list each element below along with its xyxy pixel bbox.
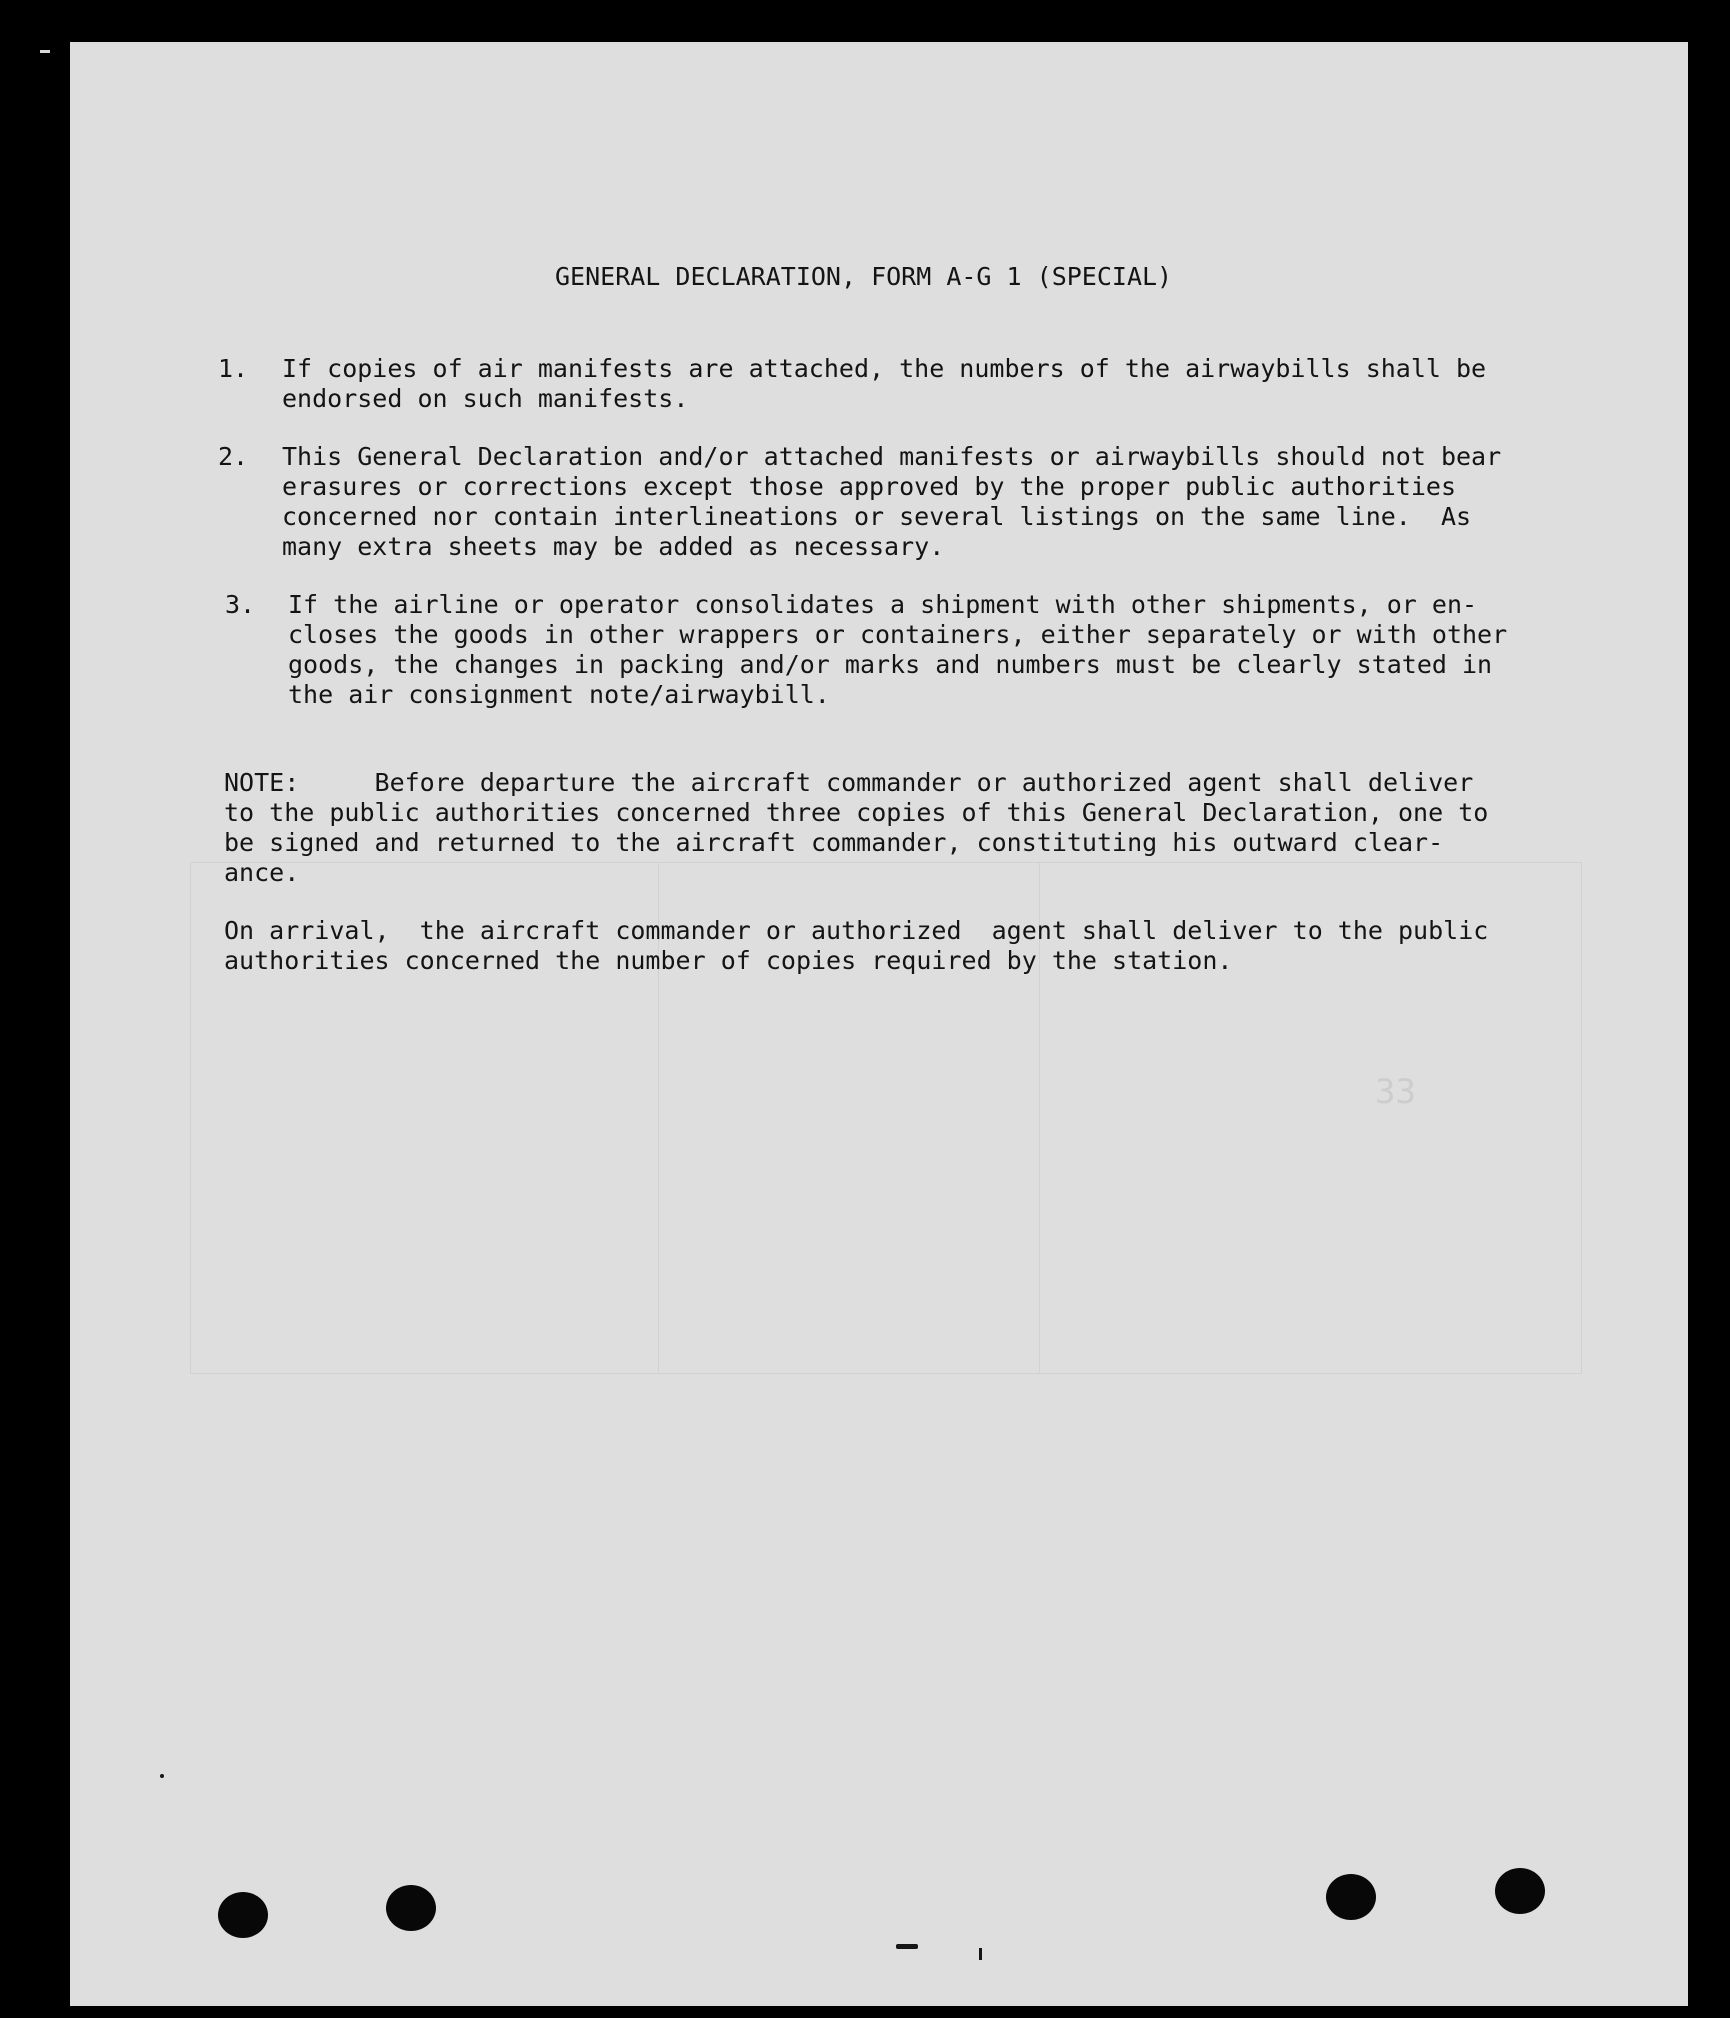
scan-mark [896, 1944, 918, 1949]
page-title: GENERAL DECLARATION, FORM A-G 1 (SPECIAL) [555, 262, 1173, 291]
note-line: ance. [224, 858, 300, 887]
arrival-line: authorities concerned the number of copies required by the station. [224, 946, 1233, 975]
arrival-line: On arrival, the aircraft commander or authorized agent shall deliver to the public [224, 916, 1489, 945]
item-line: concerned nor contain interlineations or several listings on the same line. As [282, 502, 1472, 531]
item-line: If the airline or operator consolidates a shipment with other shipments, or en- [288, 590, 1478, 619]
scan-mark [979, 1948, 982, 1960]
scan-edge-mark [40, 50, 50, 53]
item-line: If copies of air manifests are attached, the numbers of the airwaybills shall be [282, 354, 1487, 383]
item-line: many extra sheets may be added as necessary. [282, 532, 945, 561]
item-number: 3. [225, 590, 256, 619]
punch-hole [1495, 1868, 1545, 1914]
note-line: NOTE: Before departure the aircraft commander or authorized agent shall deliver [224, 768, 1474, 797]
item-number: 1. [218, 354, 249, 383]
punch-hole [386, 1885, 436, 1931]
scan-mark [160, 1774, 164, 1778]
note-line: be signed and returned to the aircraft commander, constituting his outward clear- [224, 828, 1444, 857]
item-line: endorsed on such manifests. [282, 384, 689, 413]
note-line: to the public authorities concerned three copies of this General Declaration, one to [224, 798, 1489, 827]
item-number: 2. [218, 442, 249, 471]
punch-hole [218, 1892, 268, 1938]
document-page [70, 42, 1688, 2006]
item-line: closes the goods in other wrappers or containers, either separately or with other [288, 620, 1508, 649]
item-line: goods, the changes in packing and/or marks and numbers must be clearly stated in [288, 650, 1493, 679]
item-line: erasures or corrections except those approved by the proper public authorities [282, 472, 1456, 501]
item-line: the air consignment note/airwaybill. [288, 680, 830, 709]
item-line: This General Declaration and/or attached manifests or airwaybills should not bear [282, 442, 1502, 471]
punch-hole [1326, 1874, 1376, 1920]
show-through-number: 33 [1375, 1072, 1416, 1112]
